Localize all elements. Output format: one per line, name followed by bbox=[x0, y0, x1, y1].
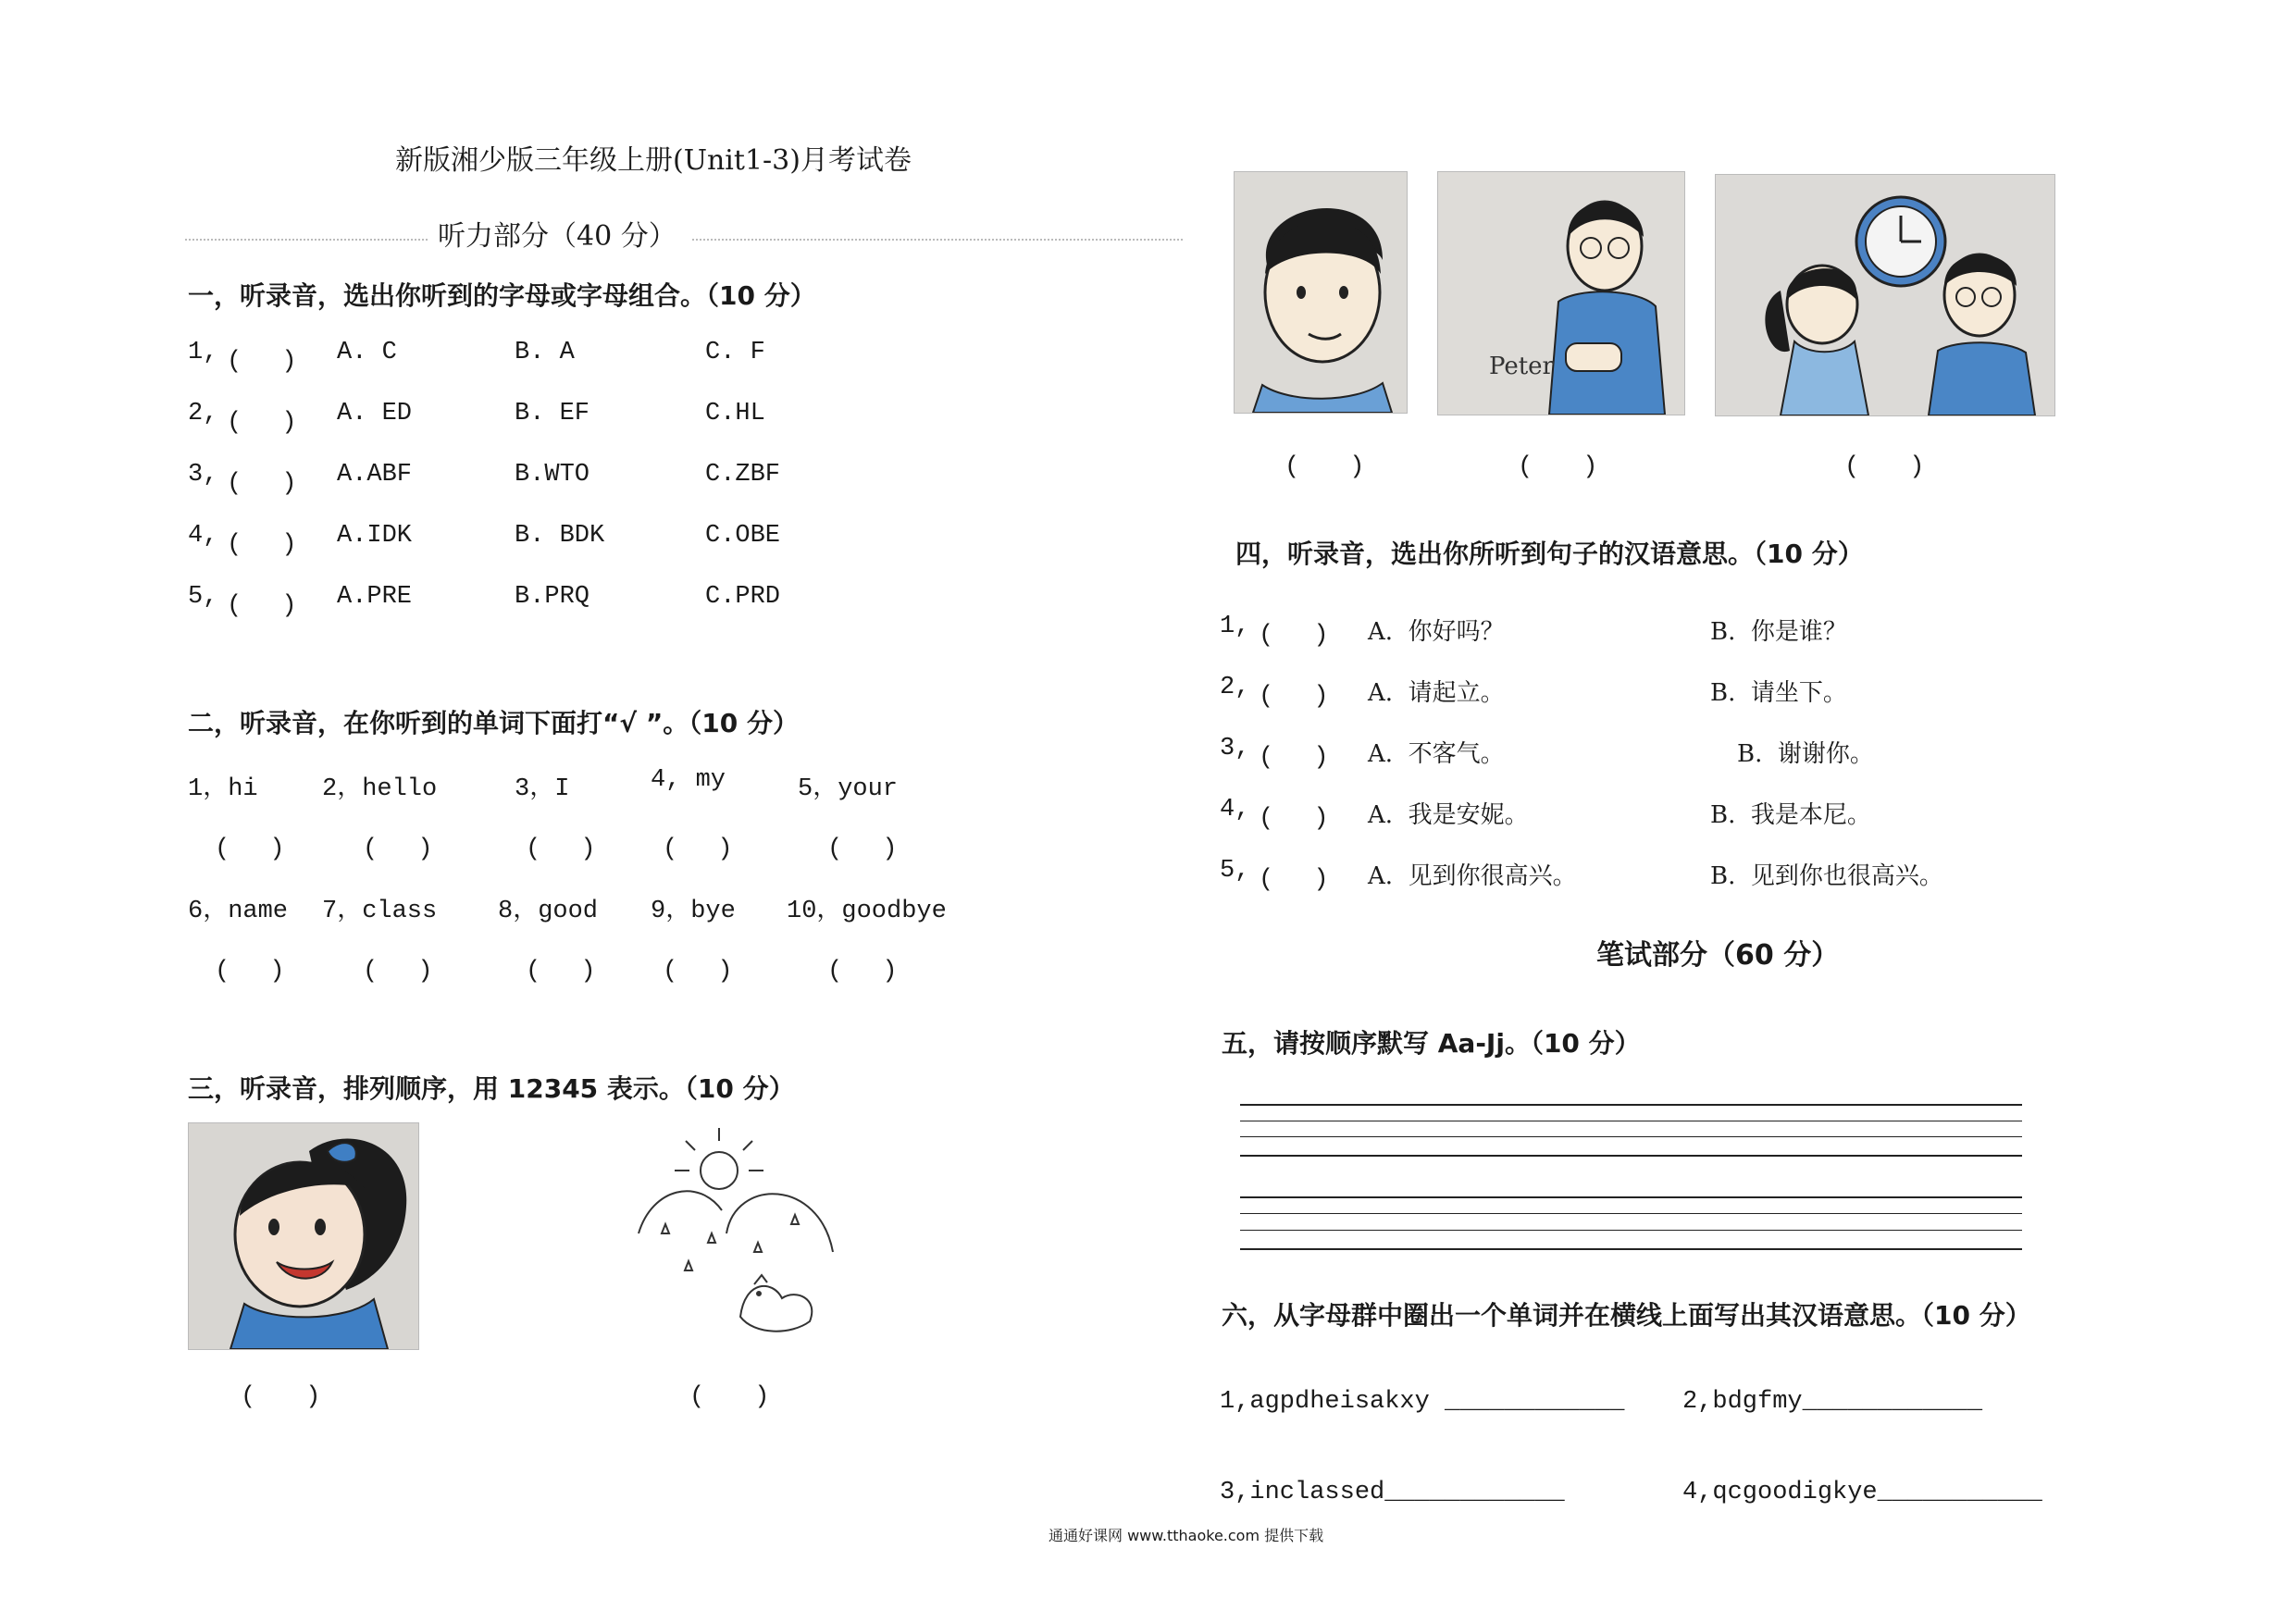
q1-option-a: A.ABF bbox=[337, 461, 413, 489]
footer-source: 通通好课网 www.tthaoke.com 提供下载 bbox=[1049, 1527, 1324, 1544]
writing-line bbox=[1240, 1196, 2022, 1198]
peter-picture bbox=[1437, 171, 1685, 415]
q1-answer-paren: ( ) bbox=[227, 531, 297, 559]
q6-item: 1,agpdheisakxy ____________ bbox=[1220, 1388, 1625, 1416]
q2-answer-paren: ( ) bbox=[363, 836, 433, 863]
q1-number: 2, bbox=[188, 400, 218, 427]
q2-answer-paren: ( ) bbox=[827, 836, 898, 863]
q1-option-c: C.PRD bbox=[705, 583, 781, 611]
q1-number: 1, bbox=[188, 339, 218, 366]
q4-answer-paren: ( ) bbox=[1259, 866, 1329, 894]
q4-option-a: A. 见到你很高兴。 bbox=[1368, 862, 1577, 890]
q4-number: 2, bbox=[1220, 674, 1250, 701]
q4-number: 4, bbox=[1220, 796, 1250, 824]
q1-option-a: A.PRE bbox=[337, 583, 413, 611]
sun-tree-picture bbox=[634, 1122, 865, 1350]
writing-line bbox=[1240, 1230, 2022, 1231]
q2-word: 7，class bbox=[322, 898, 438, 925]
q1-option-b: B. A bbox=[515, 339, 575, 366]
q4-answer-paren: ( ) bbox=[1259, 683, 1329, 711]
q4-answer-paren: ( ) bbox=[1259, 805, 1329, 833]
picture-answer-paren: ( ) bbox=[1844, 453, 1925, 481]
q4-option-b: B. 你是谁？ bbox=[1710, 618, 1847, 646]
q1-option-c: C.OBE bbox=[705, 522, 781, 550]
q1-option-c: C. F bbox=[705, 339, 765, 366]
q2-word: 3，I bbox=[515, 775, 570, 803]
q1-option-b: B. EF bbox=[515, 400, 590, 427]
girl-boy-clock-picture bbox=[1715, 174, 2055, 416]
q2-answer-paren: ( ) bbox=[526, 836, 596, 863]
q4-option-b: B. 我是本尼。 bbox=[1710, 801, 1871, 829]
q1-option-a: A.IDK bbox=[337, 522, 413, 550]
writing-heading: 笔试部分（60 分） bbox=[1596, 939, 1840, 972]
q6-item: 2,bdgfmy____________ bbox=[1682, 1388, 1983, 1416]
writing-line bbox=[1240, 1248, 2022, 1250]
q2-word: 4, my bbox=[651, 766, 726, 794]
q1-option-a: A. ED bbox=[337, 400, 413, 427]
q2-answer-paren: ( ) bbox=[215, 958, 285, 985]
q4-answer-paren: ( ) bbox=[1259, 744, 1329, 772]
listening-heading: 听力部分（40 分） bbox=[438, 220, 676, 253]
q1-number: 5, bbox=[188, 583, 218, 611]
q1-answer-paren: ( ) bbox=[227, 348, 297, 376]
q4-option-b: B. 谢谢你。 bbox=[1737, 740, 1874, 768]
picture-answer-paren: ( ) bbox=[1518, 453, 1598, 481]
q2-answer-paren: ( ) bbox=[526, 958, 596, 985]
q3-answer-paren: ( ) bbox=[241, 1383, 321, 1411]
q6-item: 4,qcgoodigkye___________ bbox=[1682, 1479, 2042, 1506]
dotted-leader-right bbox=[692, 239, 1183, 241]
writing-line bbox=[1240, 1104, 2022, 1106]
writing-line bbox=[1240, 1155, 2022, 1157]
writing-line bbox=[1240, 1136, 2022, 1137]
q4-number: 3, bbox=[1220, 735, 1250, 762]
q2-answer-paren: ( ) bbox=[827, 958, 898, 985]
q1-option-c: C.ZBF bbox=[705, 461, 781, 489]
q6-item: 3,inclassed____________ bbox=[1220, 1479, 1565, 1506]
q2-word: 5，your bbox=[798, 775, 899, 803]
q4-option-b: B. 请坐下。 bbox=[1710, 679, 1847, 707]
q2-word: 10，goodbye bbox=[787, 898, 947, 925]
dotted-leader-left bbox=[185, 239, 428, 241]
peter-label: Peter bbox=[1489, 353, 1554, 380]
boy-face-picture bbox=[1234, 171, 1408, 414]
q1-number: 4, bbox=[188, 522, 218, 550]
q3-answer-paren: ( ) bbox=[689, 1383, 770, 1411]
q1-answer-paren: ( ) bbox=[227, 470, 297, 498]
q4-option-a: A. 不客气。 bbox=[1368, 740, 1505, 768]
q4-option-a: A. 我是安妮。 bbox=[1368, 801, 1529, 829]
q1-option-a: A. C bbox=[337, 339, 397, 366]
q1-heading: 一，听录音，选出你听到的字母或字母组合。（10 分） bbox=[188, 280, 816, 311]
q4-option-b: B. 见到你也很高兴。 bbox=[1710, 862, 1943, 890]
q2-word: 2，hello bbox=[322, 775, 438, 803]
q2-answer-paren: ( ) bbox=[363, 958, 433, 985]
q1-option-b: B.PRQ bbox=[515, 583, 590, 611]
q1-answer-paren: ( ) bbox=[227, 409, 297, 437]
q4-option-a: A. 你好吗？ bbox=[1368, 618, 1505, 646]
q1-answer-paren: ( ) bbox=[227, 592, 297, 620]
q1-option-c: C.HL bbox=[705, 400, 765, 427]
q4-number: 1, bbox=[1220, 613, 1250, 640]
q4-heading: 四，听录音，选出你所听到句子的汉语意思。（10 分） bbox=[1235, 539, 1864, 569]
q2-answer-paren: ( ) bbox=[215, 836, 285, 863]
q2-answer-paren: ( ) bbox=[663, 836, 733, 863]
picture-answer-paren: ( ) bbox=[1285, 453, 1365, 481]
q2-word: 1，hi bbox=[188, 775, 258, 803]
page-title: 新版湘少版三年级上册(Unit1-3)月考试卷 bbox=[395, 144, 912, 177]
q3-heading: 三，听录音，排列顺序，用 12345 表示。（10 分） bbox=[188, 1073, 795, 1104]
q4-number: 5, bbox=[1220, 857, 1250, 885]
q6-heading: 六，从字母群中圈出一个单词并在横线上面写出其汉语意思。（10 分） bbox=[1222, 1300, 2031, 1331]
q2-heading: 二，听录音，在你听到的单词下面打“√ ”。（10 分） bbox=[188, 708, 799, 738]
q4-option-a: A. 请起立。 bbox=[1368, 679, 1505, 707]
q2-word: 8，good bbox=[498, 898, 599, 925]
q1-number: 3, bbox=[188, 461, 218, 489]
q5-heading: 五，请按顺序默写 Aa-Jj。（10 分） bbox=[1222, 1028, 1641, 1059]
q1-option-b: B. BDK bbox=[515, 522, 605, 550]
q2-answer-paren: ( ) bbox=[663, 958, 733, 985]
q4-answer-paren: ( ) bbox=[1259, 622, 1329, 650]
girl-picture bbox=[188, 1122, 419, 1350]
q2-word: 9，bye bbox=[651, 898, 736, 925]
q2-word: 6，name bbox=[188, 898, 289, 925]
q1-option-b: B.WTO bbox=[515, 461, 590, 489]
writing-line bbox=[1240, 1213, 2022, 1214]
